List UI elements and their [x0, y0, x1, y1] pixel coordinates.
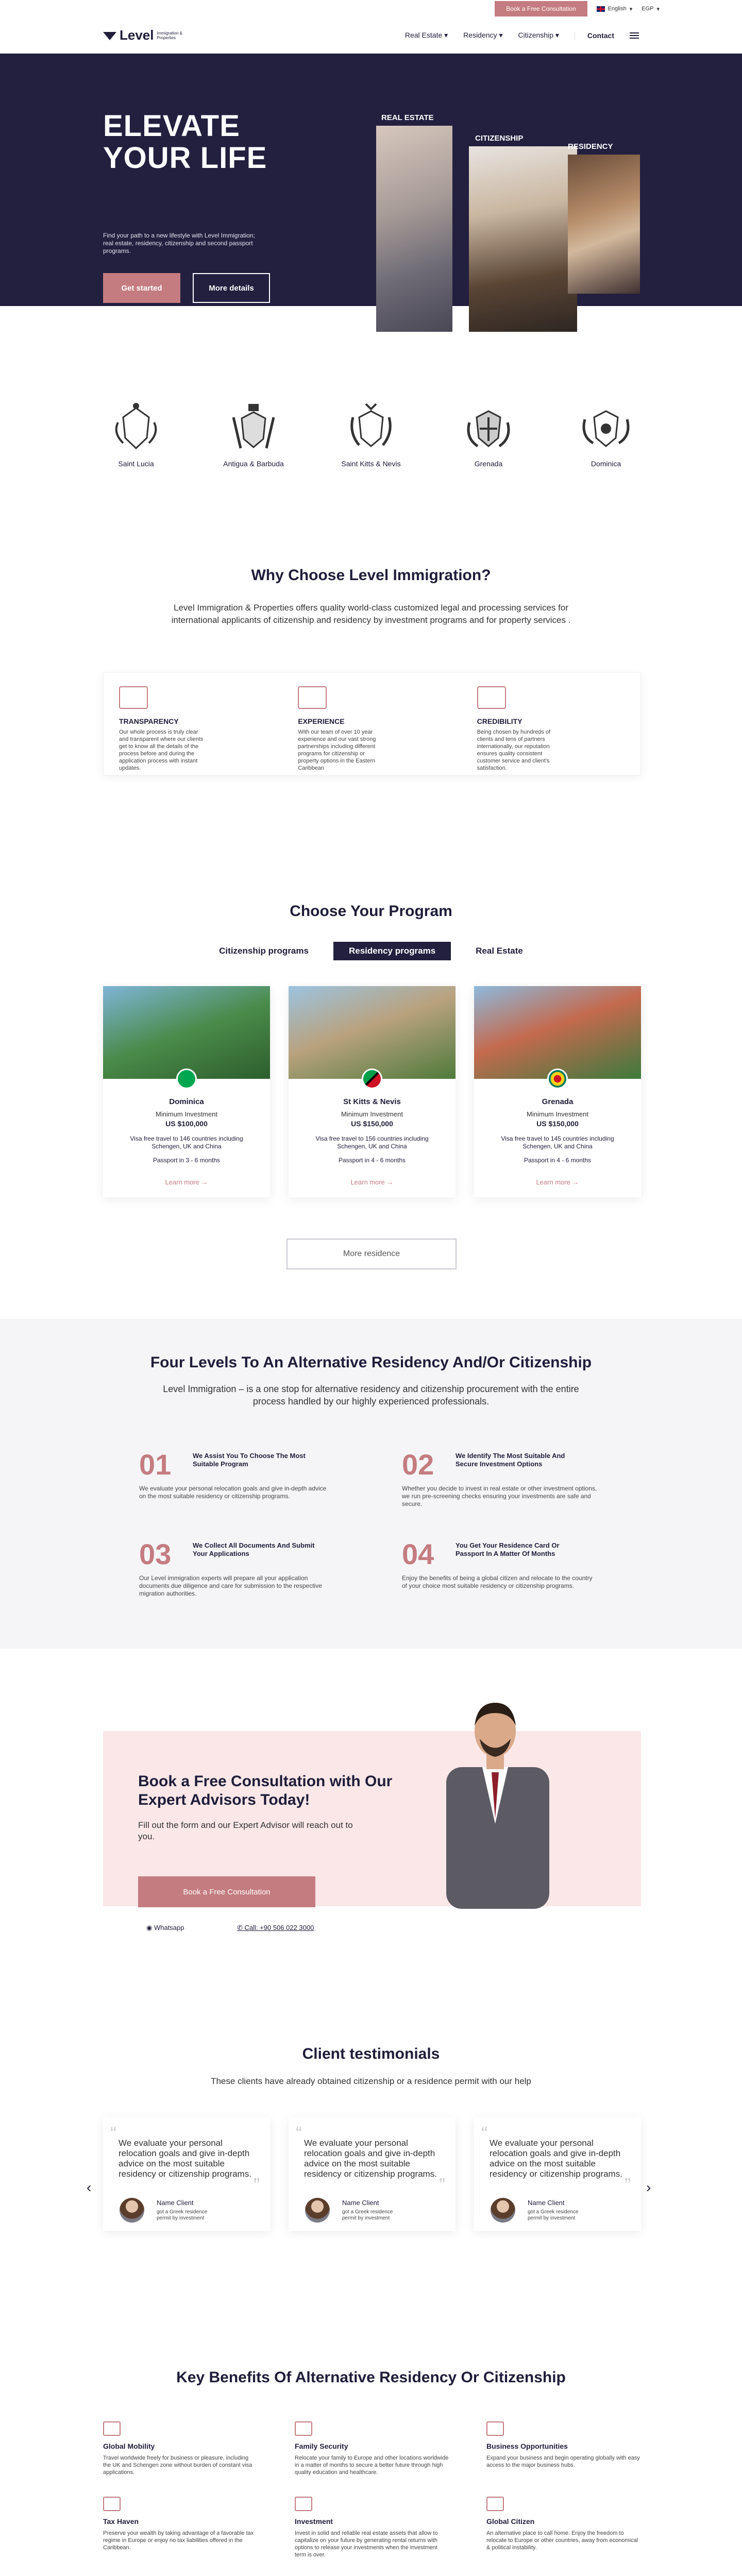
avatar — [491, 2198, 515, 2223]
program-card-grenada[interactable] — [474, 986, 641, 1197]
real-estate-caption: REAL ESTATE — [381, 113, 434, 122]
country-label: Antigua & Barbuda — [223, 460, 284, 468]
arrow-right-icon: → — [201, 1178, 208, 1186]
book-consultation-button[interactable]: Book a Free Consultation — [138, 1876, 315, 1907]
program-card-dominica[interactable] — [103, 986, 270, 1197]
four-levels-section — [0, 1319, 742, 1649]
programs-title: Choose Your Program — [290, 903, 452, 920]
coat-of-arms-icon — [343, 402, 399, 453]
citizenship-card[interactable] — [469, 134, 577, 332]
credibility-icon — [477, 686, 506, 709]
nav-label: Residency — [463, 31, 497, 39]
country-label: Dominica — [591, 460, 621, 468]
step-text: Whether you decide to invest in real estate or other investment options, we run pre-screening checks ensuring your investments are safe and secure. — [402, 1485, 597, 1507]
program-image — [289, 986, 456, 1079]
country-saint-lucia[interactable] — [105, 402, 167, 468]
testimonials-title: Client testimonials — [302, 2045, 440, 2062]
learn-more-link[interactable] — [474, 1178, 641, 1186]
nav-item-citizenship[interactable] — [518, 31, 559, 40]
benefit-text: Preserve your wealth by taking advantage of a favorable tax regime in Europe or enjoy no tax liabilities offered in the Caribbean. — [103, 2530, 254, 2551]
program-name: Dominica — [169, 1097, 204, 1106]
program-tabs — [0, 942, 742, 960]
whatsapp-icon: ◉ — [146, 1924, 153, 1931]
program-passport-time: Passport in 4 - 6 months — [524, 1157, 592, 1164]
hamburger-menu-icon[interactable] — [630, 32, 639, 39]
why-card-title: EXPERIENCE — [298, 717, 345, 725]
benefit-business — [486, 2421, 641, 2476]
investment-icon — [295, 2497, 312, 2511]
why-card-text: With our team of over 10 year experience and our vast strong partnerships including different programs for citizenship or property options in the Eastern Caribbean — [298, 729, 376, 771]
chevron-down-icon: ▾ — [656, 6, 660, 12]
program-visa: Visa free travel to 146 countries including Schengen, UK and China — [130, 1135, 243, 1150]
step-title: We Identify The Most Suitable And Secure Investment Options — [456, 1452, 565, 1468]
program-min-label: Minimum Investment — [341, 1110, 403, 1118]
program-visa: Visa free travel to 156 countries including Schengen, UK and China — [315, 1135, 429, 1150]
why-cards — [103, 672, 641, 775]
country-label: Grenada — [474, 460, 503, 468]
why-card-text: Our whole process is truly clear and transparent where our clients get to know all the details of the process before and during the application process with instant updates. — [119, 729, 204, 771]
why-card-title: TRANSPARENCY — [119, 717, 179, 725]
arrow-right-icon: → — [572, 1178, 579, 1186]
nav-label: Citizenship — [518, 31, 553, 39]
why-card-text: Being chosen by hundreds of clients and tens of partners internationally, our reputation ensures quality consistent customer service and client's satisfaction. — [477, 729, 551, 771]
nav-menu — [405, 31, 639, 40]
benefit-title: Global Mobility — [103, 2442, 155, 2450]
nav-item-real-estate[interactable] — [405, 31, 448, 40]
grenada-flag-icon — [547, 1069, 568, 1089]
carousel-next-icon[interactable]: › — [646, 2179, 651, 2195]
learn-more-label: Learn more — [165, 1178, 199, 1186]
briefcase-icon — [486, 2421, 504, 2436]
program-name: Grenada — [542, 1097, 574, 1106]
program-image — [474, 986, 641, 1079]
testimonial-card — [289, 2117, 456, 2231]
family-icon — [295, 2421, 312, 2436]
why-card-title: CREDIBILITY — [477, 717, 522, 725]
four-levels-title: Four Levels To An Alternative Residency And/Or Citizenship — [150, 1354, 592, 1371]
step-number: 03 — [139, 1538, 172, 1570]
benefit-title: Family Security — [295, 2442, 348, 2450]
nav-label: Real Estate — [404, 31, 443, 39]
whatsapp-label: Whatsapp — [154, 1924, 184, 1931]
hero-section — [0, 54, 742, 306]
client-name: Name Client — [342, 2199, 379, 2207]
step-text: We evaluate your personal relocation goals and give in-depth advice on the most suitable residency or citizenship programs. — [139, 1485, 327, 1500]
phone-icon: ✆ — [237, 1924, 243, 1931]
tax-icon — [103, 2497, 121, 2511]
testimonial-card — [474, 2117, 641, 2231]
learn-more-link[interactable] — [289, 1178, 456, 1186]
testimonials-description: These clients have already obtained citizenship or a residence permit with our help — [211, 2076, 531, 2086]
chevron-down-icon: ▾ — [555, 31, 559, 39]
tab-real-estate[interactable]: Real Estate — [476, 946, 523, 956]
why-card-experience — [282, 673, 461, 775]
consult-title: Book a Free Consultation with Our Expert Advisors Today! — [138, 1773, 393, 1808]
nav-item-residency[interactable] — [463, 31, 502, 40]
carousel-prev-icon[interactable]: ‹ — [87, 2179, 92, 2195]
benefit-global-citizen — [486, 2497, 641, 2558]
program-cards — [103, 986, 641, 1197]
program-price: US $100,000 — [165, 1120, 208, 1128]
step-text: Enjoy the benefits of being a global citizen and relocate to the country of your choice most suitable residency or citizenship programs. — [402, 1574, 593, 1589]
client-name: Name Client — [528, 2199, 565, 2207]
benefit-investment — [295, 2497, 449, 2558]
learn-more-link[interactable] — [103, 1178, 270, 1186]
language-switcher[interactable] — [597, 6, 633, 12]
client-subtitle: got a Greek residence permit by investment — [157, 2209, 208, 2221]
globe-icon — [103, 2421, 121, 2436]
benefit-global-mobility — [103, 2421, 258, 2476]
call-label: Call: +90 506 022 3000 — [244, 1924, 314, 1931]
benefit-text: Travel worldwide freely for business or pleasure, including the UK and Schengen zone without burden of constant visa applications. — [103, 2455, 252, 2476]
program-visa: Visa free travel to 145 countries including Schengen, UK and China — [501, 1135, 614, 1150]
benefit-title: Business Opportunities — [486, 2442, 568, 2450]
st-kitts-flag-icon — [362, 1069, 382, 1089]
coat-of-arms-icon — [578, 402, 634, 453]
tab-citizenship[interactable]: Citizenship programs — [219, 946, 309, 956]
learn-more-label: Learn more — [350, 1178, 385, 1186]
hero-text: Find your path to a new lifestyle with Level Immigration; real estate, residency, citizenship and second passport programs. — [103, 232, 255, 255]
client-subtitle: got a Greek residence permit by investment — [342, 2209, 393, 2221]
step-title: We Collect All Documents And Submit Your Applications — [193, 1541, 315, 1557]
top-bar — [0, 0, 742, 18]
currency-label: EGP — [642, 6, 654, 12]
main-nav — [0, 18, 742, 54]
testimonial-text: We evaluate your personal relocation goals and give in-depth advice on the most suitable residency or citizenship programs. — [490, 2138, 622, 2179]
tab-residency[interactable]: Residency programs — [333, 942, 451, 960]
dominica-flag-icon — [176, 1069, 197, 1089]
step-number: 01 — [139, 1448, 172, 1481]
chevron-down-icon: ▾ — [629, 6, 633, 12]
why-description: Level Immigration & Properties offers quality world-class customized legal and processing services for international applicants of citizenship and residency by investment programs and for property services . — [171, 603, 571, 625]
step-text: Our Level immigration experts will prepare all your application documents due diligence and care for submission to the respective migration authorities. — [139, 1574, 322, 1597]
currency-switcher[interactable] — [642, 6, 660, 12]
step-number: 04 — [402, 1538, 434, 1570]
step-title: We Assist You To Choose The Most Suitable Program — [193, 1452, 306, 1468]
arrow-right-icon: → — [386, 1178, 394, 1186]
logo-word: Level — [120, 27, 154, 43]
program-min-label: Minimum Investment — [527, 1110, 588, 1118]
why-card-credibility — [462, 673, 640, 775]
quote-open-icon: “ — [110, 2123, 116, 2144]
logo[interactable] — [103, 27, 188, 43]
benefits-title: Key Benefits Of Alternative Residency Or Citizenship — [176, 2369, 566, 2386]
benefit-tax-haven — [103, 2497, 258, 2558]
passport-icon — [486, 2497, 504, 2511]
advisor-photo — [426, 1690, 565, 1909]
step-title: You Get Your Residence Card Or Passport In A Matter Of Months — [456, 1541, 560, 1557]
real-estate-card[interactable] — [376, 113, 452, 332]
quote-open-icon: “ — [481, 2123, 487, 2144]
country-label: Saint Lucia — [118, 460, 154, 468]
quote-close-icon: ” — [254, 2174, 260, 2195]
hero-title: ELEVATE YOUR LIFE — [103, 109, 267, 175]
coat-of-arms-icon — [108, 402, 164, 453]
four-levels-description: Level Immigration – is a one stop for alternative residency and citizenship procurement with the entire process handled by our highly experienced professionals. — [163, 1384, 579, 1406]
testimonial-text: We evaluate your personal relocation goals and give in-depth advice on the most suitable residency or citizenship programs. — [119, 2138, 251, 2179]
coat-of-arms-icon — [460, 402, 517, 453]
testimonial-card — [103, 2117, 270, 2231]
program-min-label: Minimum Investment — [156, 1110, 217, 1118]
residency-caption: RESIDENCY — [568, 142, 613, 151]
citizenship-caption: CITIZENSHIP — [475, 134, 524, 143]
logo-mark-icon — [103, 30, 116, 41]
country-grenada[interactable] — [458, 402, 519, 468]
avatar — [120, 2198, 144, 2223]
benefit-title: Tax Haven — [103, 2517, 139, 2526]
chevron-down-icon: ▾ — [499, 31, 503, 39]
country-dominica[interactable] — [575, 402, 637, 468]
coat-of-arms-icon — [225, 402, 282, 453]
client-name: Name Client — [157, 2199, 194, 2207]
consult-text: Fill out the form and our Expert Advisor will reach out to you. — [138, 1820, 353, 1841]
country-label: Saint Kitts & Nevis — [341, 460, 401, 468]
program-price: US $150,000 — [536, 1120, 579, 1128]
nav-item-contact[interactable]: Contact — [575, 31, 614, 40]
benefit-title: Investment — [295, 2517, 333, 2526]
countries-row — [0, 402, 742, 468]
more-details-button[interactable]: More details — [193, 273, 270, 303]
transparency-icon — [119, 686, 148, 709]
benefit-family-security — [295, 2421, 449, 2476]
country-saint-kitts-nevis[interactable] — [340, 402, 402, 468]
benefit-text: Invest in solid and reliable real estate assets that allow to capitalize on your future by generating rental returns with options to release your investments when the investment term is over. — [295, 2530, 438, 2558]
call-link[interactable] — [237, 1924, 314, 1932]
program-image — [103, 986, 270, 1079]
client-subtitle: got a Greek residence permit by investment — [528, 2209, 579, 2221]
benefit-text: Expand your business and begin operating globally with easy access to the major business hubs. — [486, 2455, 640, 2468]
quote-open-icon: “ — [296, 2123, 302, 2144]
get-started-button[interactable]: Get started — [103, 273, 180, 303]
quote-close-icon: ” — [439, 2174, 445, 2195]
program-name: St Kitts & Nevis — [343, 1097, 401, 1106]
program-passport-time: Passport in 4 - 6 months — [338, 1157, 406, 1164]
benefits-grid — [103, 2421, 641, 2558]
more-residence-button[interactable]: More residence — [286, 1239, 457, 1269]
testimonial-text: We evaluate your personal relocation goals and give in-depth advice on the most suitable residency or citizenship programs. — [304, 2138, 437, 2179]
quote-close-icon: ” — [625, 2174, 631, 2195]
benefit-title: Global Citizen — [486, 2517, 535, 2526]
learn-more-label: Learn more — [536, 1178, 570, 1186]
why-title: Why Choose Level Immigration? — [251, 567, 491, 584]
program-card-st-kitts[interactable] — [289, 986, 456, 1197]
language-label: English — [608, 6, 627, 12]
chevron-down-icon: ▾ — [444, 31, 448, 39]
program-price: US $150,000 — [351, 1120, 393, 1128]
whatsapp-link[interactable] — [146, 1924, 184, 1932]
avatar — [305, 2198, 330, 2223]
testimonials-row — [103, 2117, 641, 2231]
uk-flag-icon — [597, 6, 605, 12]
top-consult-button[interactable]: Book a Free Consultation — [495, 1, 587, 16]
benefit-text: An alternative place to call home. Enjoy the freedom to relocate to Europe or other countries, away from economical & political instability. — [486, 2530, 638, 2551]
step-number: 02 — [402, 1448, 434, 1481]
residency-card[interactable] — [568, 142, 640, 294]
logo-subtitle: Immigration & Properties — [157, 30, 182, 40]
country-antigua-barbuda[interactable] — [223, 402, 284, 468]
program-passport-time: Passport in 3 - 6 months — [153, 1157, 221, 1164]
experience-icon — [298, 686, 327, 709]
why-card-transparency — [104, 673, 282, 775]
benefit-text: Relocate your family to Europe and other locations worldwide in a matter of months to secure a better future through high quality education and healthcare. — [295, 2455, 449, 2476]
